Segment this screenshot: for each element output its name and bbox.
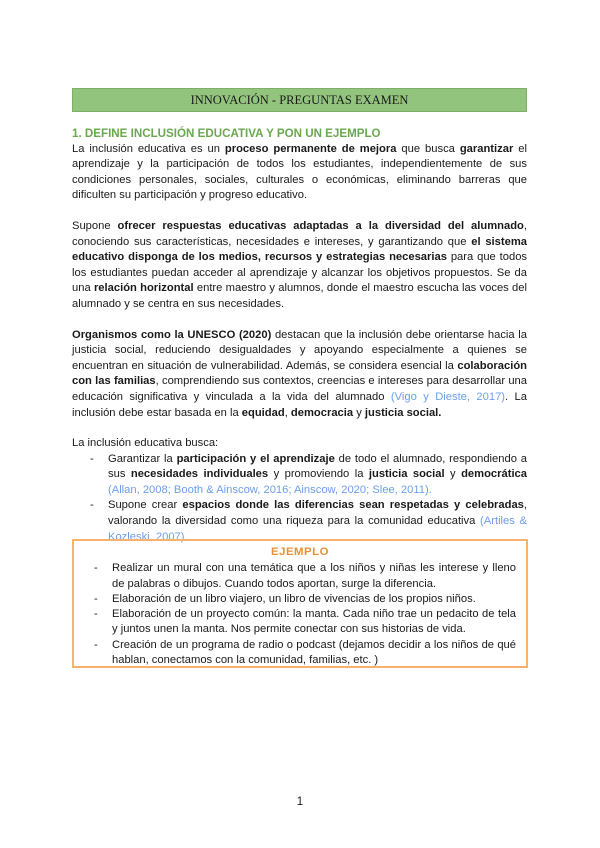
bold-run: ofrecer respuestas educativas adaptadas a la diversidad del alumnado (117, 219, 524, 232)
text-run: el aprendizaje y la participación de todos los estudiantes, independientemente de sus condiciones personales, sociales, culturales o económicas, eliminando barreras que dificulten su participación y progreso educativo. (72, 142, 527, 202)
example-list (84, 561, 516, 668)
example-item: - Elaboración de un libro viajero, un libro de vivencias de los propios niños. (84, 592, 516, 607)
bold-run: democracia (290, 406, 354, 419)
bold-run: Organismos como la UNESCO (2020) (72, 328, 272, 341)
paragraph-diversity (72, 219, 527, 313)
text-run: de todo el alumnado, respondiendo a sus (108, 452, 527, 481)
text-run: , comprendiendo sus contextos, creencias e intereses para desarrollar una educación significativa y vinculada a la vida del alumnado (72, 375, 527, 403)
text-run: que busca (396, 142, 460, 155)
bold-run: justicia social (368, 468, 445, 481)
bold-run: participación y el aprendizaje (176, 452, 335, 465)
text-run: , conociendo sus características, necesidades e intereses, y garantizando que (72, 219, 527, 248)
bold-run: equidad (241, 406, 285, 419)
text-run: , valorando la diversidad como una riqueza para la comunidad educativa (108, 499, 528, 528)
text-run: entre maestro y alumnos, donde el maestro escucha las voces del alumnado y se centra en sus necesidades. (72, 282, 527, 310)
text-run: , (284, 406, 291, 419)
citation: (Vigo y Dieste, 2017) (390, 390, 506, 403)
text-run: destacan que la inclusión debe orientarse hacia la justicia social, reduciendo desigualdades y apoyando especialmente a quienes se encuentran en situación de vulnerabilidad. Además, se considera esencial la (72, 328, 527, 372)
bold-run: democrática (461, 468, 527, 481)
citation: (Allan, 2008; Booth & Ainscow, 2016; Ainscow, 2020; Slee, 2011). (108, 483, 432, 496)
bold-run: justicia social. (364, 406, 442, 419)
document-title-bar (72, 88, 527, 112)
document-body (72, 126, 527, 545)
text-run: para que todos los estudiantes puedan acceder al aprendizaje y alcanzar los objetivos propuestos. Se da una (72, 251, 528, 295)
paragraph-definition (72, 142, 527, 204)
example-title: EJEMPLO (271, 546, 329, 558)
bold-run: colaboración con las familias (72, 359, 527, 388)
bold-run: proceso permanente de mejora (224, 142, 397, 155)
example-item: - Realizar un mural con una temática que a los niños y niñas les interese y lleno de palabras o dibujos. Cuando todos aportan, surge la diferencia. (84, 561, 516, 592)
page-number: 1 (296, 796, 304, 808)
paragraph-intro: La inclusión educativa busca: (72, 437, 219, 450)
bold-run: necesidades individuales (130, 468, 269, 481)
example-item: - Creación de un programa de radio o podcast (dejamos decidir a los niños de qué hablan, conectamos con la comunidad, familias, etc. ) (84, 638, 516, 669)
example-box (72, 539, 528, 668)
goals-list (72, 452, 527, 546)
bold-run: el sistema educativo disponga de los medios, recursos y estrategias necesarias (72, 235, 527, 264)
section-heading: 1. DEFINE INCLUSIÓN EDUCATIVA Y PON UN EJEMPLO (72, 127, 381, 140)
text-run: Supone (72, 219, 118, 232)
bold-run: relación horizontal (93, 282, 194, 295)
bold-run: garantizar (459, 142, 514, 155)
text-run: y (444, 468, 462, 481)
paragraph-unesco (72, 328, 527, 422)
text-run: La inclusión educativa es un (72, 142, 225, 155)
text-run: . La inclusión debe estar basada en la (72, 390, 528, 419)
document-title: INNOVACIÓN - PREGUNTAS EXAMEN (190, 92, 409, 107)
text-run: Garantizar la (108, 452, 177, 465)
text-run: y (353, 406, 365, 419)
list-item (72, 452, 527, 499)
text-run: y promoviendo la (268, 468, 369, 481)
example-item: - Elaboración de un proyecto común: la manta. Cada niño trae un pedacito de tela y juntos unen la manta. Nos permite conectar con sus historias de vida. (84, 607, 516, 638)
bold-run: espacios donde las diferencias sean respetadas y celebradas (182, 499, 524, 512)
text-run: Supone crear (108, 499, 183, 512)
citation: (Artiles & Kozleski, 2007). (108, 515, 527, 543)
